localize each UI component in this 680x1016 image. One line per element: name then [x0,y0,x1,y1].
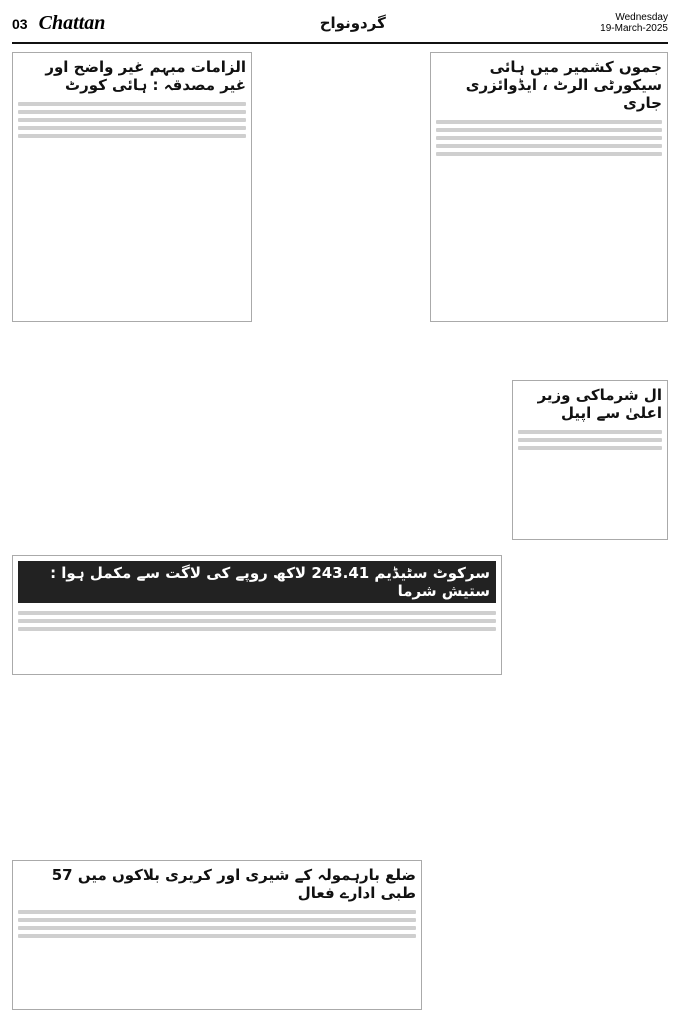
article [512,380,668,540]
headline: سرکوٹ سٹیڈیم 243.41 لاکھ روپے کی لاگت سے مکمل ہوا : ستیش شرما [18,561,496,603]
headline: ال شرماکی وزیر اعلیٰ سے اپیل [537,386,662,422]
issue-date: 19-March-2025 [600,23,668,34]
body-text [18,910,416,938]
page-number: 03 [12,15,28,32]
body-text [518,430,662,450]
article [12,555,502,675]
article [12,860,422,1010]
headline: الزامات مبہم غیر واضح اور غیر مصدقہ : ہائی کورٹ [45,58,246,94]
body-text [18,611,496,631]
issue-day: Wednesday [615,12,668,23]
masthead [12,4,668,44]
article [430,52,668,322]
article [12,52,252,322]
headline: جموں کشمیر میں ہائی سیکورٹی الرٹ ، ایڈوائزری جاری [465,58,662,112]
body-text [436,120,662,156]
headline: ضلع بارہمولہ کے شیری اور کریری بلاکوں میں 57 طبی ادارے فعال [51,866,416,902]
nameplate: Chattan [38,11,106,34]
section-title: گردونواح [319,14,386,32]
body-text [18,102,246,138]
